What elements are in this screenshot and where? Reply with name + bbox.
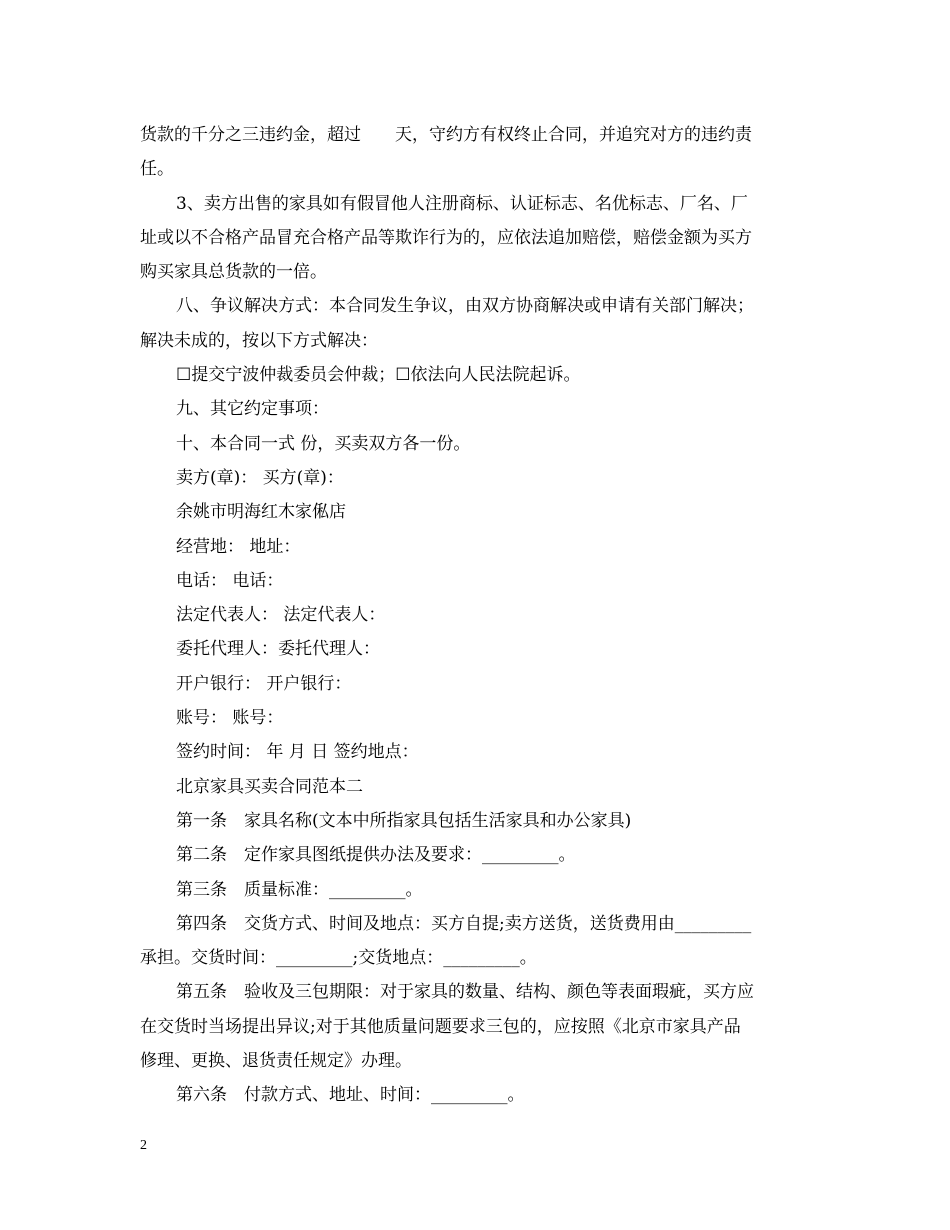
text-line-27: 在交货时当场提出异议;对于其他质量问题要求三包的，应按照《北京市家具产品 bbox=[140, 1016, 741, 1037]
text-line-4: 址或以不合格产品冒充合格产品等欺诈行为的，应依法追加赔偿，赔偿金额为买方 bbox=[140, 227, 752, 248]
text-line-6: 八、争议解决方式：本合同发生争议，由双方协商解决或申请有关部门解决； bbox=[176, 296, 754, 317]
text-line-21: 第一条 家具名称(文本中所指家具包括生活家具和办公家具) bbox=[176, 810, 632, 831]
text-line-23: 第三条 质量标准：_________。 bbox=[176, 879, 423, 900]
text-line-20: 北京家具买卖合同范本二 bbox=[176, 776, 363, 797]
text-line-29: 第六条 付款方式、地址、时间：_________。 bbox=[176, 1085, 525, 1106]
text-line-28: 修理、更换、退货责任规定》办理。 bbox=[140, 1051, 412, 1072]
text-line-14: 电话： 电话： bbox=[176, 570, 284, 591]
text-line-10: 十、本合同一式 份，买卖双方各一份。 bbox=[176, 433, 471, 454]
text-line-24: 第四条 交货方式、时间及地点：买方自提;卖方送货，送货费用由_________ bbox=[176, 913, 752, 934]
text-line-22: 第二条 定作家具图纸提供办法及要求：_________。 bbox=[176, 845, 576, 866]
text-line-12: 余姚市明海红木家俬店 bbox=[176, 502, 346, 523]
text-line-8: ☐提交宁波仲裁委员会仲裁；☐依法向人民法院起诉。 bbox=[176, 365, 581, 386]
text-line-13: 经营地： 地址： bbox=[176, 536, 301, 557]
page-number: 2 bbox=[140, 1138, 147, 1153]
text-line-16: 委托代理人：委托代理人： bbox=[176, 639, 380, 660]
text-line-11: 卖方(章)： 买方(章)： bbox=[176, 467, 344, 488]
text-line-1: 货款的千分之三违约金，超过 天，守约方有权终止合同，并追究对方的违约责 bbox=[140, 125, 752, 145]
text-line-3: 3、卖方出售的家具如有假冒他人注册商标、认证标志、名优标志、厂名、厂 bbox=[176, 193, 748, 214]
text-line-25: 承担。交货时间：_________;交货地点：_________。 bbox=[140, 948, 537, 969]
text-line-26: 第五条 验收及三包期限：对于家具的数量、结构、颜色等表面瑕疵，买方应 bbox=[176, 982, 754, 1003]
text-line-17: 开户银行： 开户银行： bbox=[176, 673, 352, 694]
text-line-7: 解决未成的，按以下方式解决： bbox=[140, 330, 378, 351]
text-line-18: 账号： 账号： bbox=[176, 708, 284, 729]
text-line-5: 购买家具总货款的一倍。 bbox=[140, 262, 327, 283]
document-body bbox=[140, 118, 812, 1113]
text-line-2: 任。 bbox=[140, 159, 174, 180]
text-line-15: 法定代表人： 法定代表人： bbox=[176, 605, 386, 626]
text-line-19: 签约时间： 年 月 日 签约地点： bbox=[176, 742, 419, 763]
text-line-9: 九、其它约定事项： bbox=[176, 399, 329, 420]
